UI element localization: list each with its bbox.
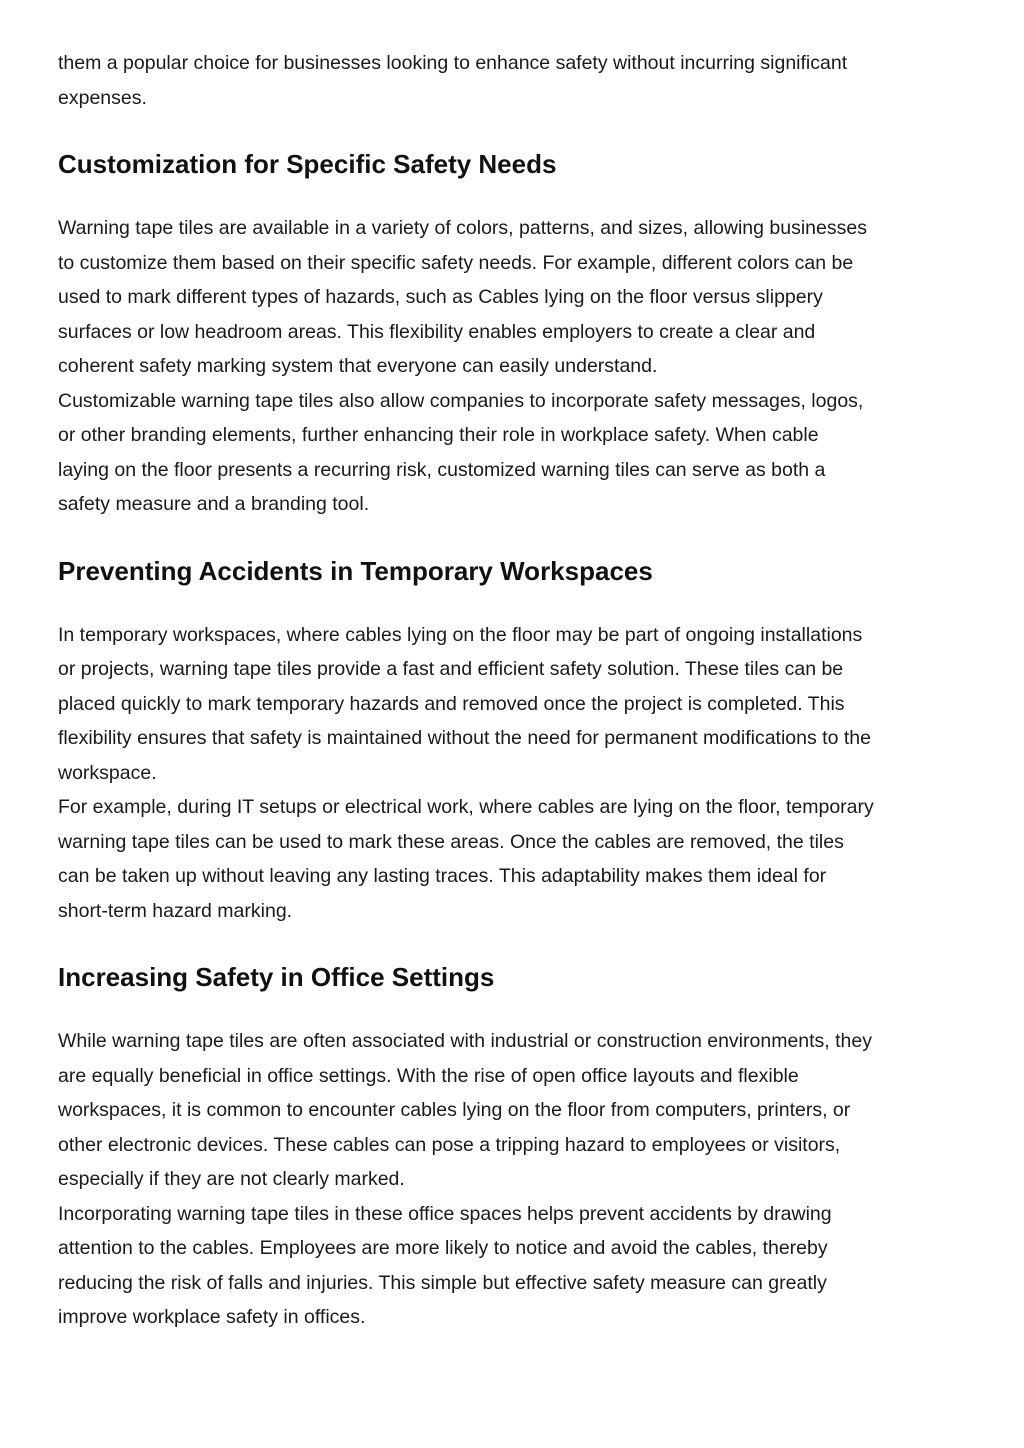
section-temporary-workspaces bbox=[58, 555, 970, 929]
section-office-settings bbox=[58, 961, 970, 1335]
section-heading: Preventing Accidents in Temporary Workspaces bbox=[58, 555, 653, 586]
section-heading: Increasing Safety in Office Settings bbox=[58, 962, 495, 992]
section-paragraph: Customizable warning tape tiles also allow companies to incorporate safety messages, logos, or other branding elements, further enhancing their role in workplace safety. When cable laying on the floor presents a recurring risk, customized warning tiles can serve as both a safety measure and a branding tool. bbox=[58, 389, 864, 515]
section-paragraph: Warning tape tiles are available in a variety of colors, patterns, and sizes, allowing businesses to customize them based on their specific safety needs. For example, different colors can be used to mark different types of hazards, such as Cables lying on the floor versus slippery surfaces or low headroom areas. This flexibility enables employers to create a clear and coherent safety marking system that everyone can easily understand. bbox=[58, 217, 867, 377]
section-customization bbox=[58, 148, 970, 522]
section-paragraph: Incorporating warning tape tiles in these office spaces helps prevent accidents by drawing attention to the cables. Employees are more likely to notice and avoid the cables, thereby reducing the risk of falls and injuries. This simple but effective safety measure can greatly improve workplace safety in offices. bbox=[58, 1202, 832, 1328]
section-paragraph: While warning tape tiles are often associated with industrial or construction environments, they are equally beneficial in office settings. With the rise of open office layouts and flexible workspaces, it is common to encounter cables lying on the floor from computers, printers, or other electronic devices. These cables can pose a tripping hazard to employees or visitors, especially if they are not clearly marked. bbox=[58, 1030, 872, 1190]
section-paragraph: In temporary workspaces, where cables lying on the floor may be part of ongoing installations or projects, warning tape tiles provide a fast and efficient safety solution. These tiles can be placed quickly to mark temporary hazards and removed once the project is completed. This flexibility ensures that safety is maintained without the need for permanent modifications to the workspace. bbox=[58, 623, 871, 784]
document-page bbox=[58, 46, 970, 1335]
section-paragraph: For example, during IT setups or electrical work, where cables are lying on the floor, temporary warning tape tiles can be used to mark these areas. Once the cables are removed, the tiles can be taken up without leaving any lasting traces. This adaptability makes them ideal for short-term hazard marking. bbox=[58, 796, 874, 922]
intro-paragraph: them a popular choice for businesses looking to enhance safety without incurring significant expenses. bbox=[58, 52, 848, 109]
section-heading: Customization for Specific Safety Needs bbox=[58, 149, 557, 179]
